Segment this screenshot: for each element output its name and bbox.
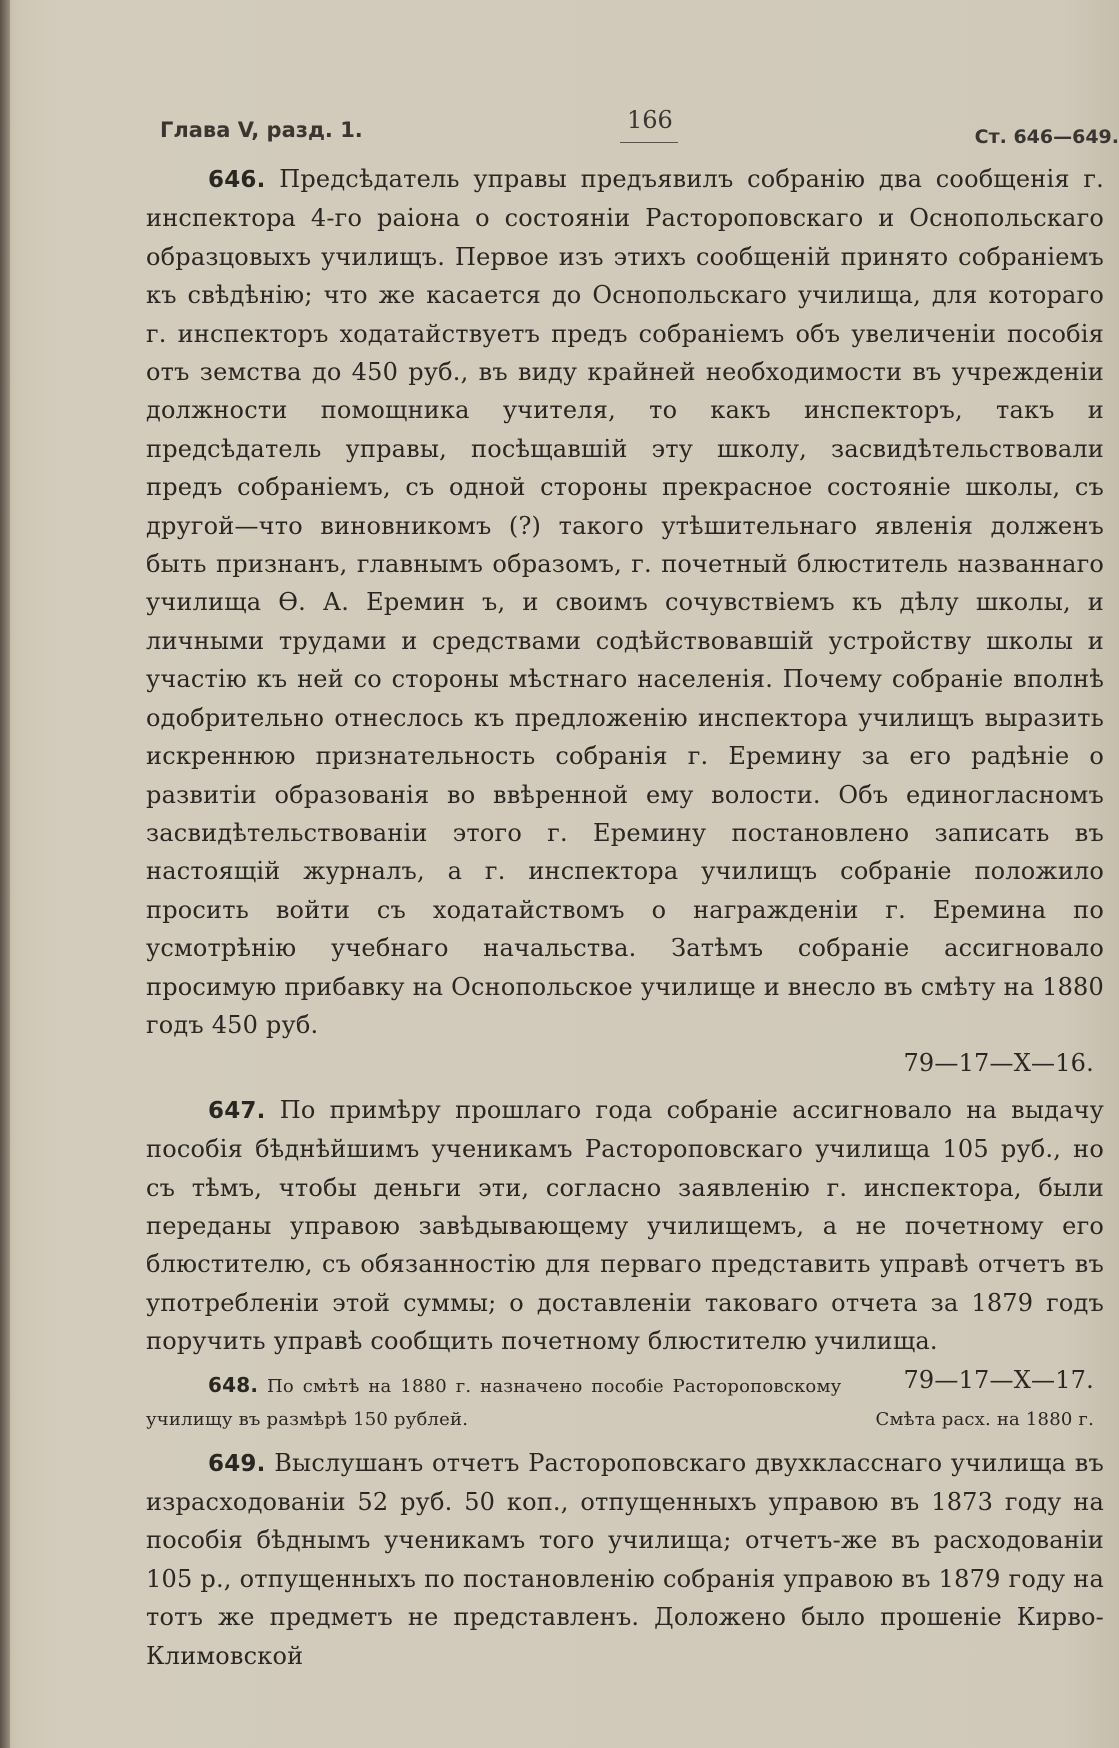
running-header xyxy=(160,108,1119,158)
body-text xyxy=(146,160,1104,1675)
paragraph-text: Выслушанъ отчетъ Растороповскаго двухкласснаго училища въ израсходованіи 52 руб. 50 коп., отпущенныхъ управою въ 1873 году на пособія бѣднымъ ученикамъ того училища; отчетъ-же въ расходованіи 105 р., отпущенныхъ по постановленію собранія управою въ 1879 году на тотъ же предметъ не представленъ. Доложено было прошеніе Кирво-Климовской xyxy=(146,1448,1104,1670)
book-spine xyxy=(0,0,10,1748)
paragraph-number: 649. xyxy=(208,1450,266,1477)
reference-646: 79—17—X—16. xyxy=(903,1049,1094,1078)
article-range: Ст. 646—649. xyxy=(974,126,1119,148)
paragraph-text: Предсѣдатель управы предъявилъ собранію два сообщенія г. инспектора 4-го раіона о состояніи Растороповскаго и Оснопольскаго образцовыхъ училищъ. Первое изъ этихъ сообщеній принято собраніемъ къ свѣдѣнію; что же касается до Оснопольскаго училища, для котораго г. инспекторъ ходатайствуетъ предъ собраніемъ объ увеличеніи пособія отъ земства до 450 руб., въ виду крайней необходимости въ учрежденіи должности помощника учителя, то какъ инспекторъ, такъ и предсѣдатель управы, посѣщавшій эту школу, засвидѣтельствовали предъ собраніемъ, съ одной стороны прекрасное состояніе школы, съ другой—что виновникомъ (?) такого утѣшительнаго явленія долженъ быть признанъ, главнымъ образомъ, г. почетный блюститель названнаго училища Ѳ. А. Еремин ъ, и своимъ сочувствіемъ къ дѣлу школы, и личными трудами и средствами содѣйствовавшій устройству школы и участію къ ней со стороны мѣстнаго населенія. Почему собраніе вполнѣ одобрительно отнеслось къ предложенію инспектора училищъ выразить искреннюю признательность собранія г. Еремину за его радѣніе о развитіи образованія во ввѣренной ему волости. Объ единогласномъ засвидѣтельствованіи этого г. Еремину постановлено записать въ настоящій журналъ, а г. инспектора училищъ собраніе положило просить войти съ ходатайствомъ о награжденіи г. Еремина по усмотрѣнію учебнаго начальства. Затѣмъ собраніе ассигновало просимую прибавку на Оснопольское училище и внесло въ смѣту на 1880 годъ 450 руб. xyxy=(146,165,1104,1039)
page-number: 166 xyxy=(627,106,673,134)
reference-647: 79—17—X—17. xyxy=(903,1365,1094,1394)
paragraph-number: 648. xyxy=(208,1372,259,1397)
paragraph-number: 647. xyxy=(208,1097,266,1124)
page-number-rule xyxy=(620,142,678,143)
paragraph-646 xyxy=(146,160,1104,1044)
paragraph-number: 646. xyxy=(208,167,266,193)
chapter-label: Глава V, разд. 1. xyxy=(160,118,363,142)
paragraph-text: По смѣтѣ на 1880 г. назначено пособіе Растороповскому училищу въ размѣрѣ 150 рублей. xyxy=(146,1375,842,1430)
reference-648: Смѣта расх. на 1880 г. xyxy=(875,1408,1094,1430)
paragraph-text: По примѣру прошлаго года собраніе ассигновало на выдачу пособія бѣднѣйшимъ ученикамъ Растороповскаго училища 105 руб., но съ тѣмъ, чтобы деньги эти, согласно заявленію г. инспектора, были переданы управою завѣдывающему училищемъ, а не почетному его блюстителю, съ обязанностію для перваго представить управѣ отчетъ въ употребленіи этой суммы; о доставленіи таковаго отчета за 1879 годъ поручить управѣ сообщить почетному блюстителю училища. xyxy=(146,1095,1104,1356)
paragraph-649 xyxy=(146,1444,1104,1675)
